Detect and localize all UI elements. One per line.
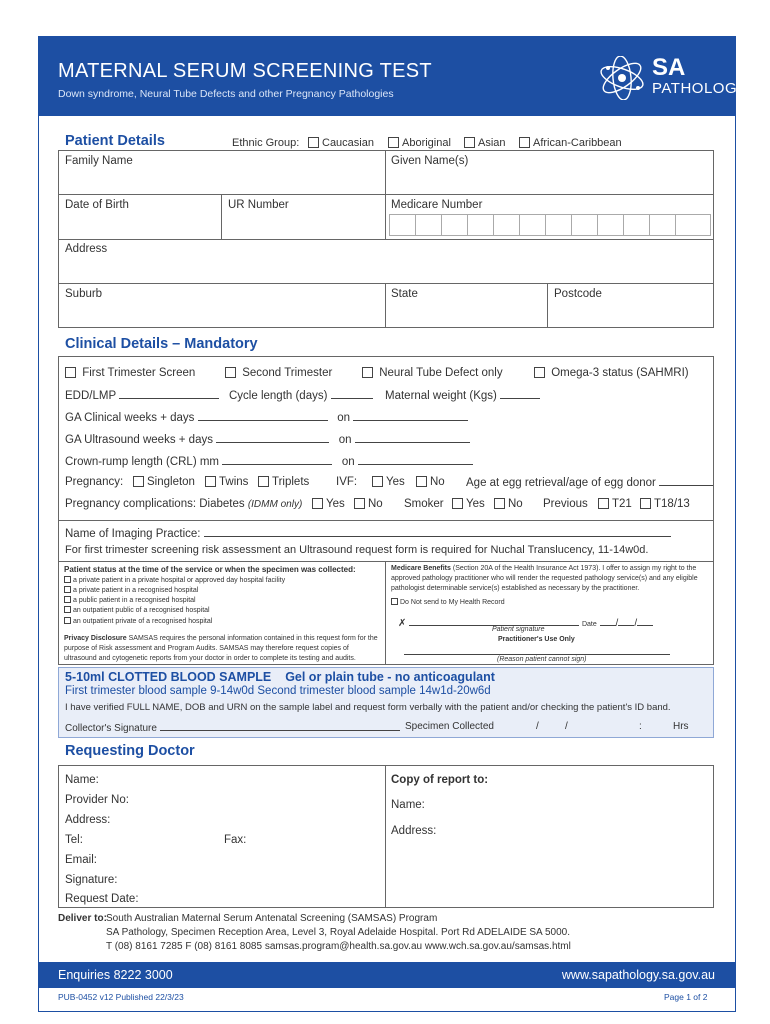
ivf-label: IVF:	[336, 476, 358, 488]
omega3-option[interactable]: Omega-3 status (SAHMRI)	[534, 367, 689, 379]
first-trimester-option[interactable]: First Trimester Screen	[65, 367, 195, 379]
time-colon: :	[639, 721, 642, 732]
twins-option[interactable]: Twins	[205, 476, 248, 488]
address-field[interactable]: Address	[65, 243, 108, 255]
t21-option[interactable]: T21	[598, 498, 632, 510]
cycle-length-field[interactable]: Cycle length (days)	[229, 389, 373, 402]
smoker-no-option[interactable]: No	[494, 498, 523, 510]
status-option-2[interactable]: a private patient in a recognised hospital	[64, 586, 198, 596]
atom-logo-icon	[598, 56, 646, 100]
website-link[interactable]: www.sapathology.sa.gov.au	[561, 968, 715, 982]
state-field[interactable]: State	[391, 288, 418, 300]
header-band	[38, 36, 748, 116]
date-slash-1: /	[536, 721, 539, 732]
neural-tube-option[interactable]: Neural Tube Defect only	[362, 367, 503, 379]
ur-number-field[interactable]: UR Number	[228, 199, 289, 211]
medicare-benefits-text: Medicare Benefits (Section 20A of the Health Insurance Act 1973). I offer to assign my right to the approved pathology practitioner who will render the requested pathology service(s) and any eligible pathologist determinable service(s) established as necessary by the practitioner.	[391, 565, 698, 592]
doctor-name-field[interactable]: Name:	[65, 774, 99, 786]
reason-caption: (Reason patient cannot sign)	[497, 656, 587, 663]
smoker-yes-option[interactable]: Yes	[452, 498, 485, 510]
requesting-doctor-title: Requesting Doctor	[65, 743, 195, 759]
checkbox[interactable]	[519, 137, 530, 148]
t1813-option[interactable]: T18/13	[640, 498, 690, 510]
patient-signature-caption: Patient signature	[492, 626, 545, 633]
logo-pathology: PATHOLOGY	[652, 80, 748, 97]
doctor-address-field[interactable]: Address:	[65, 814, 111, 826]
ethnic-caucasian[interactable]: Caucasian	[308, 137, 374, 149]
specimen-collected-field[interactable]: Specimen Collected	[405, 721, 494, 732]
publication-info: PUB-0452 v12 Published 22/3/23	[58, 992, 184, 1002]
footer-band	[38, 962, 735, 988]
sa-pathology-logo	[598, 54, 748, 102]
crl-field[interactable]: Crown-rump length (CRL) mm on	[65, 455, 473, 468]
maternal-weight-field[interactable]: Maternal weight (Kgs)	[385, 389, 540, 402]
triplets-option[interactable]: Triplets	[258, 476, 309, 488]
checkbox[interactable]	[362, 367, 373, 378]
blood-sample-timing: First trimester blood sample 9-14w0d Second trimester blood sample 14w1d-20w6d	[65, 685, 491, 697]
ethnic-group-label: Ethnic Group:	[232, 137, 300, 149]
suburb-field[interactable]: Suburb	[65, 288, 103, 300]
medicare-digit-boxes[interactable]	[389, 214, 711, 236]
copy-address-field[interactable]: Address:	[391, 825, 437, 837]
logo-sa: SA	[652, 54, 686, 81]
ethnic-aboriginal[interactable]: Aboriginal	[388, 137, 451, 149]
ga-ultrasound-field[interactable]: GA Ultrasound weeks + days on	[65, 433, 470, 446]
ethnic-asian[interactable]: Asian	[464, 137, 506, 149]
clinical-details-title: Clinical Details – Mandatory	[65, 336, 258, 352]
diabetes-yes-option[interactable]: Yes	[312, 498, 345, 510]
postcode-field[interactable]: Postcode	[554, 288, 602, 300]
previous-label: Previous	[543, 498, 588, 510]
diabetes-no-option[interactable]: No	[354, 498, 383, 510]
date-slash-2: /	[565, 721, 568, 732]
signature-field[interactable]: Signature:	[65, 874, 118, 886]
checkbox[interactable]	[464, 137, 475, 148]
deliver-to-label: Deliver to:	[58, 913, 107, 924]
status-option-5[interactable]: an outpatient private of a recognised hospital	[64, 617, 212, 627]
complications-label: Pregnancy complications: Diabetes (IDMM only)	[65, 498, 303, 510]
deliver-line-3: T (08) 8161 7285 F (08) 8161 8085 samsas.program@health.sa.gov.au www.wch.sa.gov.au/samsas.html	[106, 941, 571, 952]
copy-name-field[interactable]: Name:	[391, 799, 425, 811]
request-date-field[interactable]: Request Date:	[65, 893, 139, 905]
given-names-field[interactable]: Given Name(s)	[391, 155, 469, 167]
ethnic-african-caribbean[interactable]: African-Caribbean	[519, 137, 622, 149]
ultrasound-note: For first trimester screening risk assessment an Ultrasound request form is required for Nuchal Translucency, 11-14w0d.	[65, 544, 649, 556]
deliver-line-1: South Australian Maternal Serum Antenatal Screening (SAMSAS) Program	[106, 913, 438, 924]
ga-clinical-field[interactable]: GA Clinical weeks + days on	[65, 411, 468, 424]
checkbox[interactable]	[534, 367, 545, 378]
email-field[interactable]: Email:	[65, 854, 97, 866]
pregnancy-row: Pregnancy:	[65, 476, 124, 488]
page-number: Page 1 of 2	[664, 992, 708, 1002]
checkbox[interactable]	[308, 137, 319, 148]
hrs-label: Hrs	[673, 721, 689, 732]
practitioner-use-caption: Practitioner's Use Only	[498, 636, 575, 643]
status-option-3[interactable]: a public patient in a recognised hospital	[64, 596, 196, 606]
status-option-1[interactable]: a private patient in a private hospital or approved day hospital facility	[64, 576, 285, 586]
enquiries-phone: Enquiries 8222 3000	[58, 968, 173, 982]
checkbox[interactable]	[65, 367, 76, 378]
status-option-4[interactable]: an outpatient public of a recognised hospital	[64, 606, 210, 616]
deliver-line-2: SA Pathology, Specimen Reception Area, Level 3, Royal Adelaide Hospital. Port Rd ADELAIDE SA 5000.	[106, 927, 570, 938]
second-trimester-option[interactable]: Second Trimester	[225, 367, 332, 379]
egg-age-field[interactable]: Age at egg retrieval/age of egg donor	[466, 476, 713, 489]
form-title: MATERNAL SERUM SCREENING TEST	[58, 60, 432, 82]
tel-field[interactable]: Tel:	[65, 834, 83, 846]
medicare-number-field[interactable]: Medicare Number	[391, 199, 483, 211]
copy-report-heading: Copy of report to:	[391, 774, 489, 786]
patient-details-title: Patient Details	[65, 133, 165, 149]
verify-statement: I have verified FULL NAME, DOB and URN on the sample label and request form verbally with the patient and/or checking the patient's ID band.	[65, 702, 671, 713]
doctor-grid	[58, 765, 714, 908]
dob-field[interactable]: Date of Birth	[65, 199, 129, 211]
smoker-label: Smoker	[404, 498, 444, 510]
patient-status-heading: Patient status at the time of the service or when the specimen was collected:	[64, 565, 356, 574]
fax-field[interactable]: Fax:	[224, 834, 247, 846]
ivf-yes-option[interactable]: Yes	[372, 476, 405, 488]
form-subtitle: Down syndrome, Neural Tube Defects and other Pregnancy Pathologies	[58, 88, 394, 100]
checkbox[interactable]	[388, 137, 399, 148]
ivf-no-option[interactable]: No	[416, 476, 445, 488]
family-name-field[interactable]: Family Name	[65, 155, 133, 167]
provider-no-field[interactable]: Provider No:	[65, 794, 129, 806]
checkbox[interactable]	[225, 367, 236, 378]
edd-lmp-field[interactable]: EDD/LMP	[65, 389, 219, 402]
blood-sample-heading: 5-10ml CLOTTED BLOOD SAMPLE Gel or plain tube - no anticoagulant	[65, 670, 495, 684]
privacy-disclosure: Privacy Disclosure SAMSAS requires the personal information contained in this request form for the purpose of Risk assessment and Program Audits. SAMSAS may therefore request copies of ultrasound and cytogenetic reports from your doctor in order to complete its testing and audits.	[64, 635, 378, 662]
no-health-record-option[interactable]: Do Not send to My Health Record	[391, 598, 505, 608]
patient-signature-line[interactable]: ✗ Date / /	[398, 616, 653, 630]
collector-signature-field[interactable]: Collector's Signature	[65, 721, 400, 734]
imaging-practice-field[interactable]: Name of Imaging Practice:	[65, 527, 671, 540]
blood-sample-band	[58, 667, 714, 738]
singleton-option[interactable]: Singleton	[133, 476, 195, 488]
